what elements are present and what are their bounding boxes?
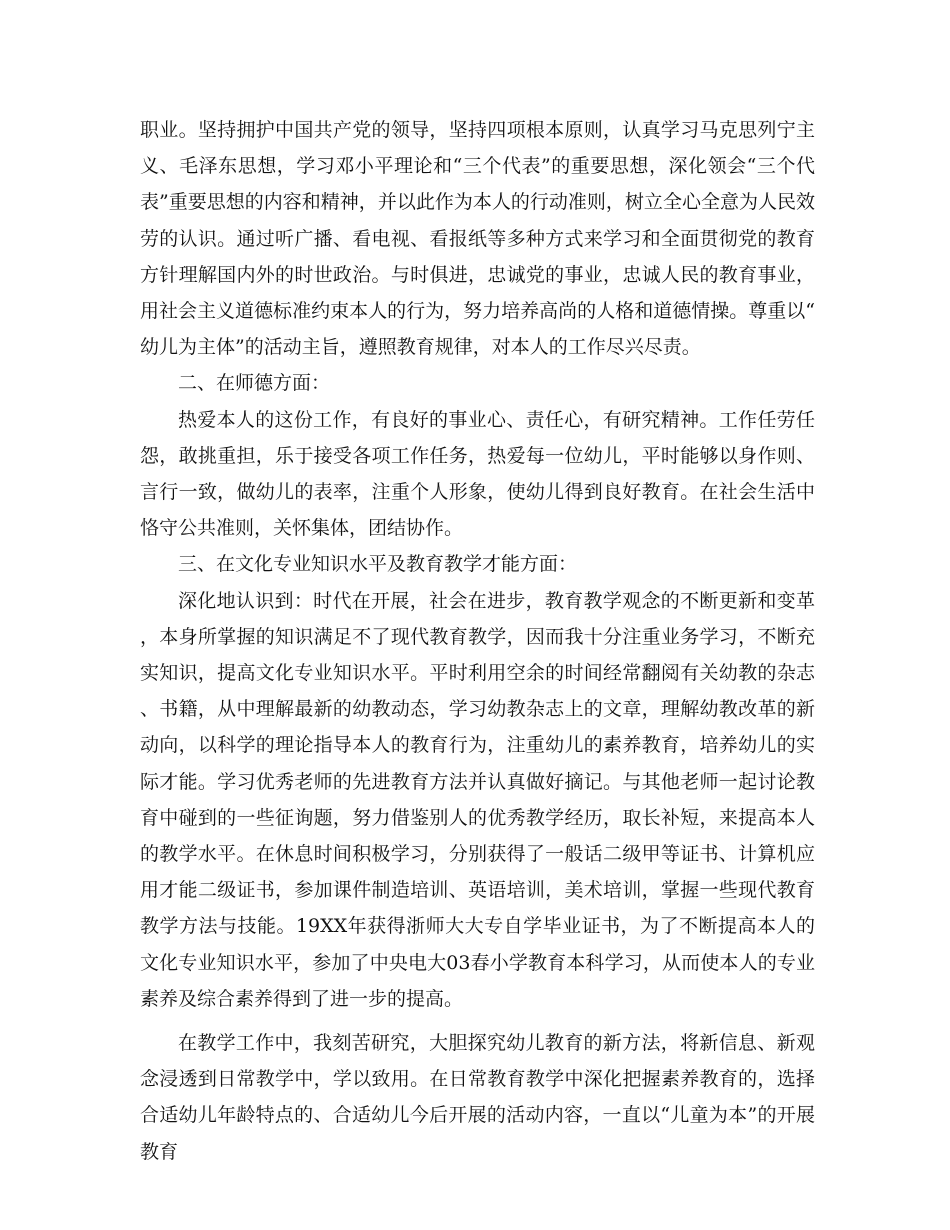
- paragraph-professional-knowledge: 深化地认识到：时代在开展，社会在进步，教育教学观念的不断更新和变革，本身所掌握的知识满足不了现代教育教学，因而我十分注重业务学习，不断充实知识，提高文化专业知识水平。平时利用空余的时间经常翻阅有关幼教的杂志、书籍，从中理解最新的幼教动态，学习幼教杂志上的文章，理解幼教改革的新动向，以科学的理论指导本人的教育行为，注重幼儿的素养教育，培养幼儿的实际才能。学习优秀老师的先进教育方法并认真做好摘记。与其他老师一起讨论教育中碰到的一些征询题，努力借鉴别人的优秀教学经历，取长补短，来提高本人的教学水平。在休息时间积极学习，分别获得了一般话二级甲等证书、计算机应用才能二级证书，参加课件制造培训、英语培训，美术培训，掌握一些现代教育教学方法与技能。19XX年获得浙师大大专自学毕业证书，为了不断提高本人的文化专业知识水平，参加了中央电大03春小学教育本科学习，从而使本人的专业素养及综合素养得到了进一步的提高。: [140, 589, 815, 1010]
- paragraph-political-study: 职业。坚持拥护中国共产党的领导，坚持四项根本原则，认真学习马克思列宁主义、毛泽东思想，学习邓小平理论和“三个代表”的重要思想，深化领会“三个代表”重要思想的内容和精神，并以此作为本人的行动准则，树立全心全意为人民效劳的认识。通过听广播、看电视、看报纸等多种方式来学习和全面贯彻党的教育方针理解国内外的时世政治。与时俱进，忠诚党的事业，忠诚人民的教育事业，用社会主义道德标准约束本人的行为，努力培养高尚的人格和道德情操。尊重以“幼儿为主体”的活动主旨，遵照教育规律，对本人的工作尽兴尽责。: [140, 119, 815, 359]
- section-heading-teacher-ethics: 二、在师德方面：: [178, 372, 331, 395]
- paragraph-teacher-ethics: 热爱本人的这份工作，有良好的事业心、责任心，有研究精神。工作任劳任怨，敢挑重担，乐于接受各项工作任务，热爱每一位幼儿，平时能够以身作则、言行一致，做幼儿的表率，注重个人形象，使幼儿得到良好教育。在社会生活中恪守公共准则，关怀集体，团结协作。: [140, 408, 815, 540]
- section-heading-professional-knowledge: 三、在文化专业知识水平及教育教学才能方面：: [178, 553, 578, 576]
- paragraph-teaching-work: 在教学工作中，我刻苦研究，大胆探究幼儿教育的新方法，将新信息、新观念浸透到日常教学中，学以致用。在日常教育教学中深化把握素养教育的，选择合适幼儿年龄特点的、合适幼儿今后开展的活动内容，一直以“儿童为本”的开展教育: [140, 1032, 815, 1163]
- document-body: [140, 112, 815, 1170]
